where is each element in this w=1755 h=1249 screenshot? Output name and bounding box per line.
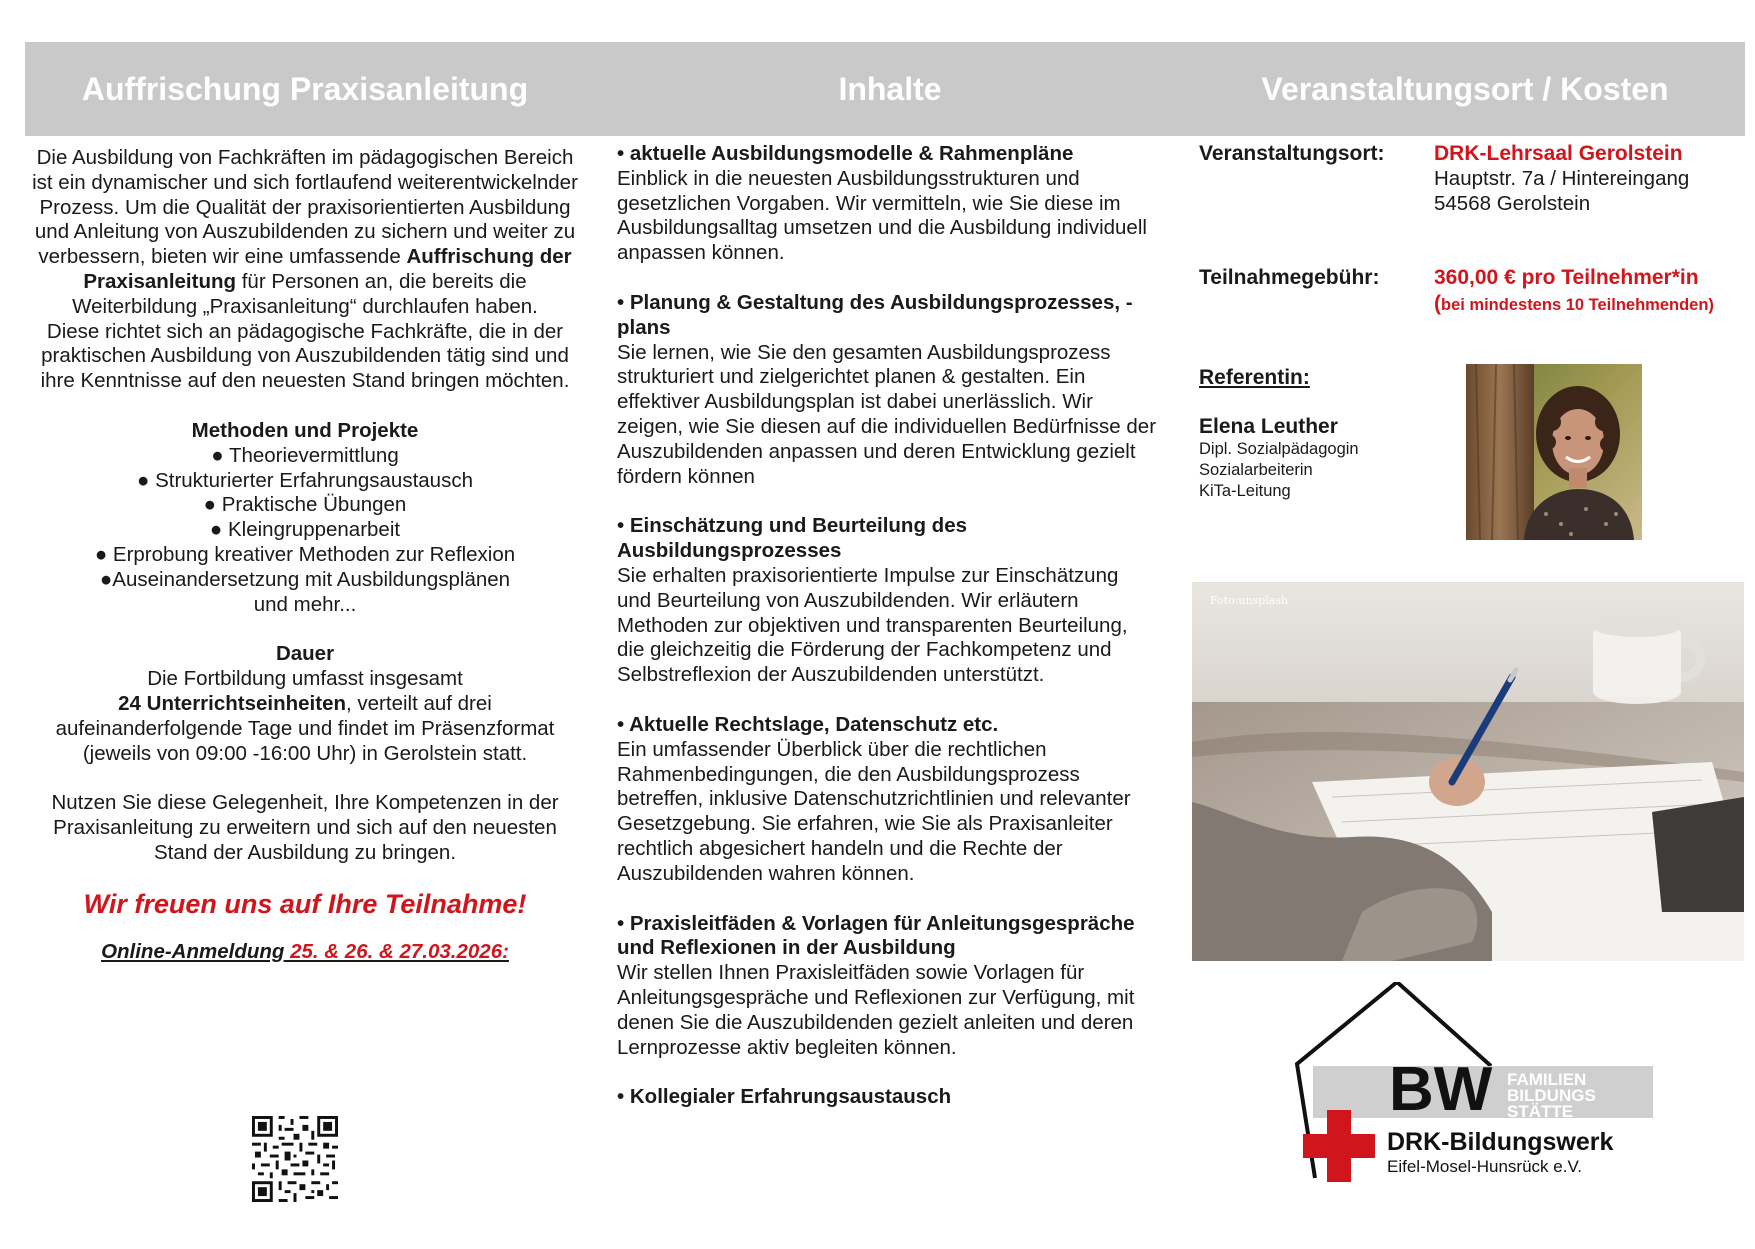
registration-label[interactable]: Online-Anmeldung bbox=[101, 939, 285, 963]
photo-credit: Foto:unsplash bbox=[1210, 594, 1289, 607]
logo-familien: FAMILIEN bbox=[1507, 1070, 1587, 1089]
content-item bbox=[617, 713, 1157, 887]
content-item bbox=[617, 1085, 1157, 1110]
fee-note-text: bei mindestens 10 Teilnehmenden) bbox=[1441, 296, 1714, 314]
drk-bildungswerk-logo bbox=[1275, 982, 1665, 1182]
registration-date[interactable]: 25. & 26. & 27.03.2026: bbox=[284, 939, 509, 963]
content-item-text: Ein umfassender Überblick über die rechtlichen Rahmenbedingungen, die den Ausbildungsprozess betreffen, inklusive Datenschutzrichtlinien und relevanter Gesetzgebung. Sie erfahren, wie Sie als Praxisanleiter rechtlich abgesichert handeln und die Rechte der Auszubildenden wahren können. bbox=[617, 737, 1131, 885]
fee-label: Teilnahmegebühr: bbox=[1199, 266, 1380, 289]
closing-paragraph: Nutzen Sie diese Gelegenheit, Ihre Kompetenzen in der Praxisanleitung zu erweitern und sich auf den neuesten Stand der Ausbildung zu bringen. bbox=[51, 791, 559, 864]
content-item-title: • Praxisleitfäden & Vorlagen für Anleitungsgespräche und Reflexionen in der Ausbildung bbox=[617, 911, 1135, 960]
content-item bbox=[617, 514, 1157, 688]
content-item-text: Sie erhalten praxisorientierte Impulse zur Einschätzung und Beurteilung von Auszubildenden. Wir erläutern Methoden zur objektiven und transparenten Beurteilung, die gleichzeitig die Förderung der Fachkompetenz und Selbstreflexion der Auszubildenden unterstützt. bbox=[617, 563, 1128, 687]
contents-column bbox=[617, 142, 1157, 1135]
speaker-name: Elena Leuther bbox=[1199, 415, 1338, 438]
duration-paragraph bbox=[25, 667, 585, 766]
content-item-title: • Einschätzung und Beurteilung des Ausbildungsprozesses bbox=[617, 514, 968, 563]
course-description-column bbox=[25, 146, 585, 965]
slogan: Wir freuen uns auf Ihre Teilnahme! bbox=[83, 888, 527, 919]
header-title-venue: Veranstaltungsort / Kosten bbox=[1261, 71, 1669, 107]
content-item-title: • Kollegialer Erfahrungsaustausch bbox=[617, 1085, 952, 1109]
logo-region: Eifel-Mosel-Hunsrück e.V. bbox=[1387, 1157, 1582, 1176]
content-item-text: Wir stellen Ihnen Praxisleitfäden sowie Vorlagen für Anleitungsgespräche und Reflexionen zur Verfügung, mit denen Sie die Auszubildenden gezielt anleiten und deren Lernprozesse aktiv begleiten können. bbox=[617, 961, 1135, 1059]
duration-title bbox=[25, 642, 585, 667]
content-item-title: • aktuelle Ausbildungsmodelle & Rahmenpläne bbox=[617, 142, 1074, 165]
content-item-title: • Aktuelle Rechtslage, Datenschutz etc. bbox=[617, 712, 999, 736]
speaker-role: KiTa-Leitung bbox=[1199, 482, 1291, 500]
methods-title bbox=[25, 419, 585, 444]
logo-org-name: DRK-Bildungswerk bbox=[1387, 1128, 1614, 1156]
logo-letters: BW bbox=[1389, 1055, 1493, 1124]
methods-item: ● Theorievermittlung bbox=[211, 443, 399, 467]
fee-note-paren: ( bbox=[1434, 292, 1441, 315]
duration-text-rest: , verteilt auf drei aufeinanderfolgende Tage und findet im Präsenzformat (jeweils von 09:00 -16:00 Uhr) in Gerolstein statt. bbox=[55, 691, 555, 765]
header-title-course: Auffrischung Praxisanleitung bbox=[81, 71, 529, 107]
methods-item: und mehr... bbox=[253, 592, 357, 616]
header-title-contents: Inhalte bbox=[838, 71, 942, 107]
content-item bbox=[617, 142, 1157, 266]
methods-item: ● Erprobung kreativer Methoden zur Reflexion bbox=[94, 542, 516, 566]
content-item-text: Einblick in die neuesten Ausbildungsstrukturen und gesetzlichen Vorgaben. Wir vermitteln, wie Sie diese im Ausbildungsalltag umsetzen und die Ausbildung individuell anpassen können. bbox=[617, 166, 1147, 265]
registration-link[interactable] bbox=[25, 940, 585, 965]
venue-name: DRK-Lehrsaal Gerolstein bbox=[1434, 142, 1683, 165]
speaker-photo bbox=[1466, 364, 1642, 540]
audience-paragraph: Diese richtet sich an pädagogische Fachkräfte, die in der praktischen Ausbildung von Auszubildenden tätig sind und ihre Kenntnisse auf den neuesten Stand bringen möchten. bbox=[40, 319, 570, 393]
venue-label: Veranstaltungsort: bbox=[1199, 142, 1385, 165]
qr-code-icon[interactable] bbox=[252, 1116, 338, 1202]
duration-text: Die Fortbildung umfasst insgesamt bbox=[147, 667, 463, 691]
speaker-role: Dipl. Sozialpädagogin bbox=[1199, 440, 1359, 458]
methods-item: ●Auseinandersetzung mit Ausbildungsplänen bbox=[99, 567, 511, 591]
speaker-role: Sozialarbeiterin bbox=[1199, 461, 1313, 479]
methods-item: ● Praktische Übungen bbox=[203, 493, 407, 517]
venue-city: 54568 Gerolstein bbox=[1434, 192, 1591, 215]
speaker-label: Referentin: bbox=[1199, 366, 1310, 389]
duration-heading: Dauer bbox=[275, 642, 335, 666]
methods-heading: Methoden und Projekte bbox=[191, 418, 419, 442]
fee-note bbox=[1434, 292, 1714, 316]
intro-paragraph bbox=[25, 146, 585, 320]
desk-photo bbox=[1192, 582, 1744, 961]
methods-item: ● Strukturierter Erfahrungsaustausch bbox=[137, 468, 473, 492]
content-item bbox=[617, 291, 1157, 489]
venue-street: Hauptstr. 7a / Hintereingang bbox=[1434, 167, 1690, 190]
logo-staette: STÄTTE bbox=[1507, 1102, 1574, 1121]
methods-item: ● Kleingruppenarbeit bbox=[209, 518, 401, 542]
content-item-text: Sie lernen, wie Sie den gesamten Ausbildungsprozess strukturiert und zielgerichtet planen & gestalten. Ein effektiver Ausbildungsplan ist dabei unerlässlich. Wir zeigen, wie Sie diesen auf die individuellen Bedürfnisse der Auszubildenden anpassen und deren Entwicklung gezielt fördern können bbox=[617, 340, 1157, 488]
intro-text-end: für Personen an, die bereits die Weiterbildung „Praxisanleitung“ durchlaufen haben. bbox=[72, 269, 538, 318]
content-item bbox=[617, 912, 1157, 1061]
fee-amount: 360,00 € pro Teilnehmer*in bbox=[1434, 266, 1699, 289]
content-item-title: • Planung & Gestaltung des Ausbildungsprozesses, -plans bbox=[617, 290, 1133, 339]
intro-highlight: Auffrischung der Praxisanleitung bbox=[83, 245, 572, 293]
duration-units: 24 Unterrichtseinheiten bbox=[118, 691, 346, 715]
intro-text: Die Ausbildung von Fachkräften im pädagogischen Bereich ist ein dynamischer und sich fortlaufend weiterentwickelnder Prozess. Um die Qualität der praxisorientierten Ausbildung und Anleitung von Auszubildenden zu sichern und weiter zu verbessern, bieten wir eine umfassende bbox=[32, 146, 578, 269]
logo-bildungs: BILDUNGS bbox=[1507, 1086, 1596, 1105]
